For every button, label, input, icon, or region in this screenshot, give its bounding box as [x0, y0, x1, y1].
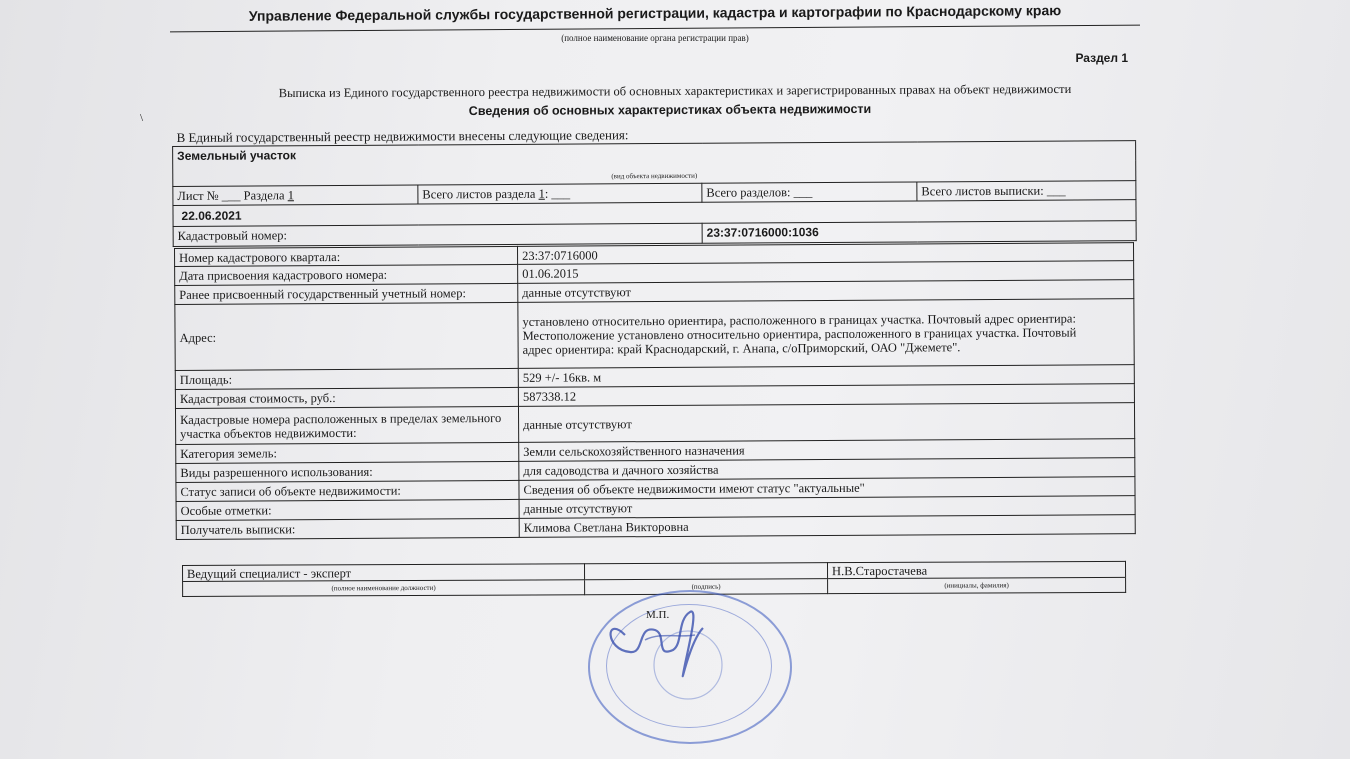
row-label: Адрес: — [175, 302, 518, 370]
row-value: 23:37:0716000 — [517, 243, 1133, 265]
extract-subtitle: Сведения об основных характеристиках объекта недвижимости — [468, 101, 872, 119]
position-title: Ведущий специалист - эксперт — [183, 564, 585, 582]
sheets-section-value: 1 — [538, 186, 545, 201]
row-value: Сведения об объекте недвижимости имеют статус "актуальные" — [519, 477, 1135, 500]
position-caption: (полное наименование должности) — [183, 580, 585, 597]
row-label: Категория земель: — [176, 442, 519, 463]
sections-total: Всего разделов: ___ — [702, 181, 917, 201]
intro-text: В Единый государственный реестр недвижимости внесены следующие сведения: — [172, 124, 1135, 146]
row-label: Особые отметки: — [176, 499, 519, 520]
cadastral-number-value: 23:37:0716000:1036 — [702, 220, 1136, 243]
row-value: 01.06.2015 — [518, 261, 1134, 284]
row-label: Кадастровая стоимость, руб.: — [175, 387, 518, 408]
sheet-value: 1 — [287, 187, 294, 202]
sheet-label: Лист № ___ Раздела — [177, 187, 285, 203]
sheets-section-label: Всего листов раздела — [422, 186, 536, 201]
sheets-section-tail: : ___ — [544, 186, 571, 201]
row-value: данные отсутствуют — [518, 403, 1134, 443]
extract-date: 22.06.2021 — [173, 199, 1136, 226]
section-label: Раздел 1 — [1075, 51, 1128, 65]
row-value: 529 +/- 16кв. м — [518, 365, 1134, 388]
row-value: 587338.12 — [518, 384, 1134, 407]
authority-caption: (полное наименование органа регистрации прав) — [561, 33, 749, 43]
sheets-in-section — [418, 183, 702, 204]
characteristics-table — [174, 242, 1136, 540]
row-label: Ранее присвоенный государственный учетный номер: — [175, 283, 518, 304]
sheets-total: Всего листов выписки: ___ — [917, 180, 1136, 200]
row-value: Климова Светлана Викторовна — [519, 515, 1135, 538]
row-value: Земли сельскохозяйственного назначения — [519, 439, 1135, 462]
object-header-table — [172, 124, 1137, 246]
row-label: Получатель выписки: — [176, 518, 519, 539]
row-value: данные отсутствуют — [518, 280, 1134, 303]
row-label: Дата присвоения кадастрового номера: — [175, 264, 518, 285]
row-value: для садоводства и дачного хозяйства — [519, 458, 1135, 481]
row-label: Номер кадастрового квартала: — [175, 246, 518, 266]
sheet-number — [173, 184, 418, 204]
row-label: Кадастровые номера расположенных в пределах земельного участка объектов недвижимости: — [175, 406, 518, 444]
signature-field — [584, 563, 827, 580]
object-type-caption: (вид объекта недвижимости) — [173, 160, 1136, 186]
name-caption: (инициалы, фамилия) — [828, 577, 1126, 593]
table-row — [175, 403, 1134, 445]
row-label: Виды разрешенного использования: — [176, 461, 519, 482]
cadastral-number-label: Кадастровый номер: — [173, 223, 702, 246]
object-type: Земельный участок — [173, 140, 1136, 166]
row-value: данные отсутствуют — [519, 496, 1135, 519]
row-label: Статус записи об объекте недвижимости: — [176, 480, 519, 501]
authority-title: Управление Федеральной службы государственной регистрации, кадастра и картографии по Краснодарскому краю — [248, 2, 1062, 24]
margin-mark: \ — [140, 112, 144, 124]
seal-place-label: М.П. — [646, 609, 670, 621]
signature-caption: (подпись) — [585, 579, 828, 595]
handwritten-signature — [585, 580, 805, 750]
row-value: установлено относительно ориентира, расположенного в границах участка. Почтовый адрес ориентира: Местоположение установлено относительно ориентира, расположенного в границах участка. Почтовый адрес ориентира: край Краснодарский, г. Анапа, с/оПриморский, ОАО "Джемете". — [518, 299, 1134, 369]
signer-name: Н.В.Старостачева — [827, 561, 1125, 578]
row-label: Площадь: — [175, 368, 518, 389]
extract-title: Выписка из Единого государственного реестра недвижимости об основных характеристиках и зарегистрированных правах на объект недвижимости — [278, 81, 1072, 101]
table-row — [175, 299, 1134, 371]
